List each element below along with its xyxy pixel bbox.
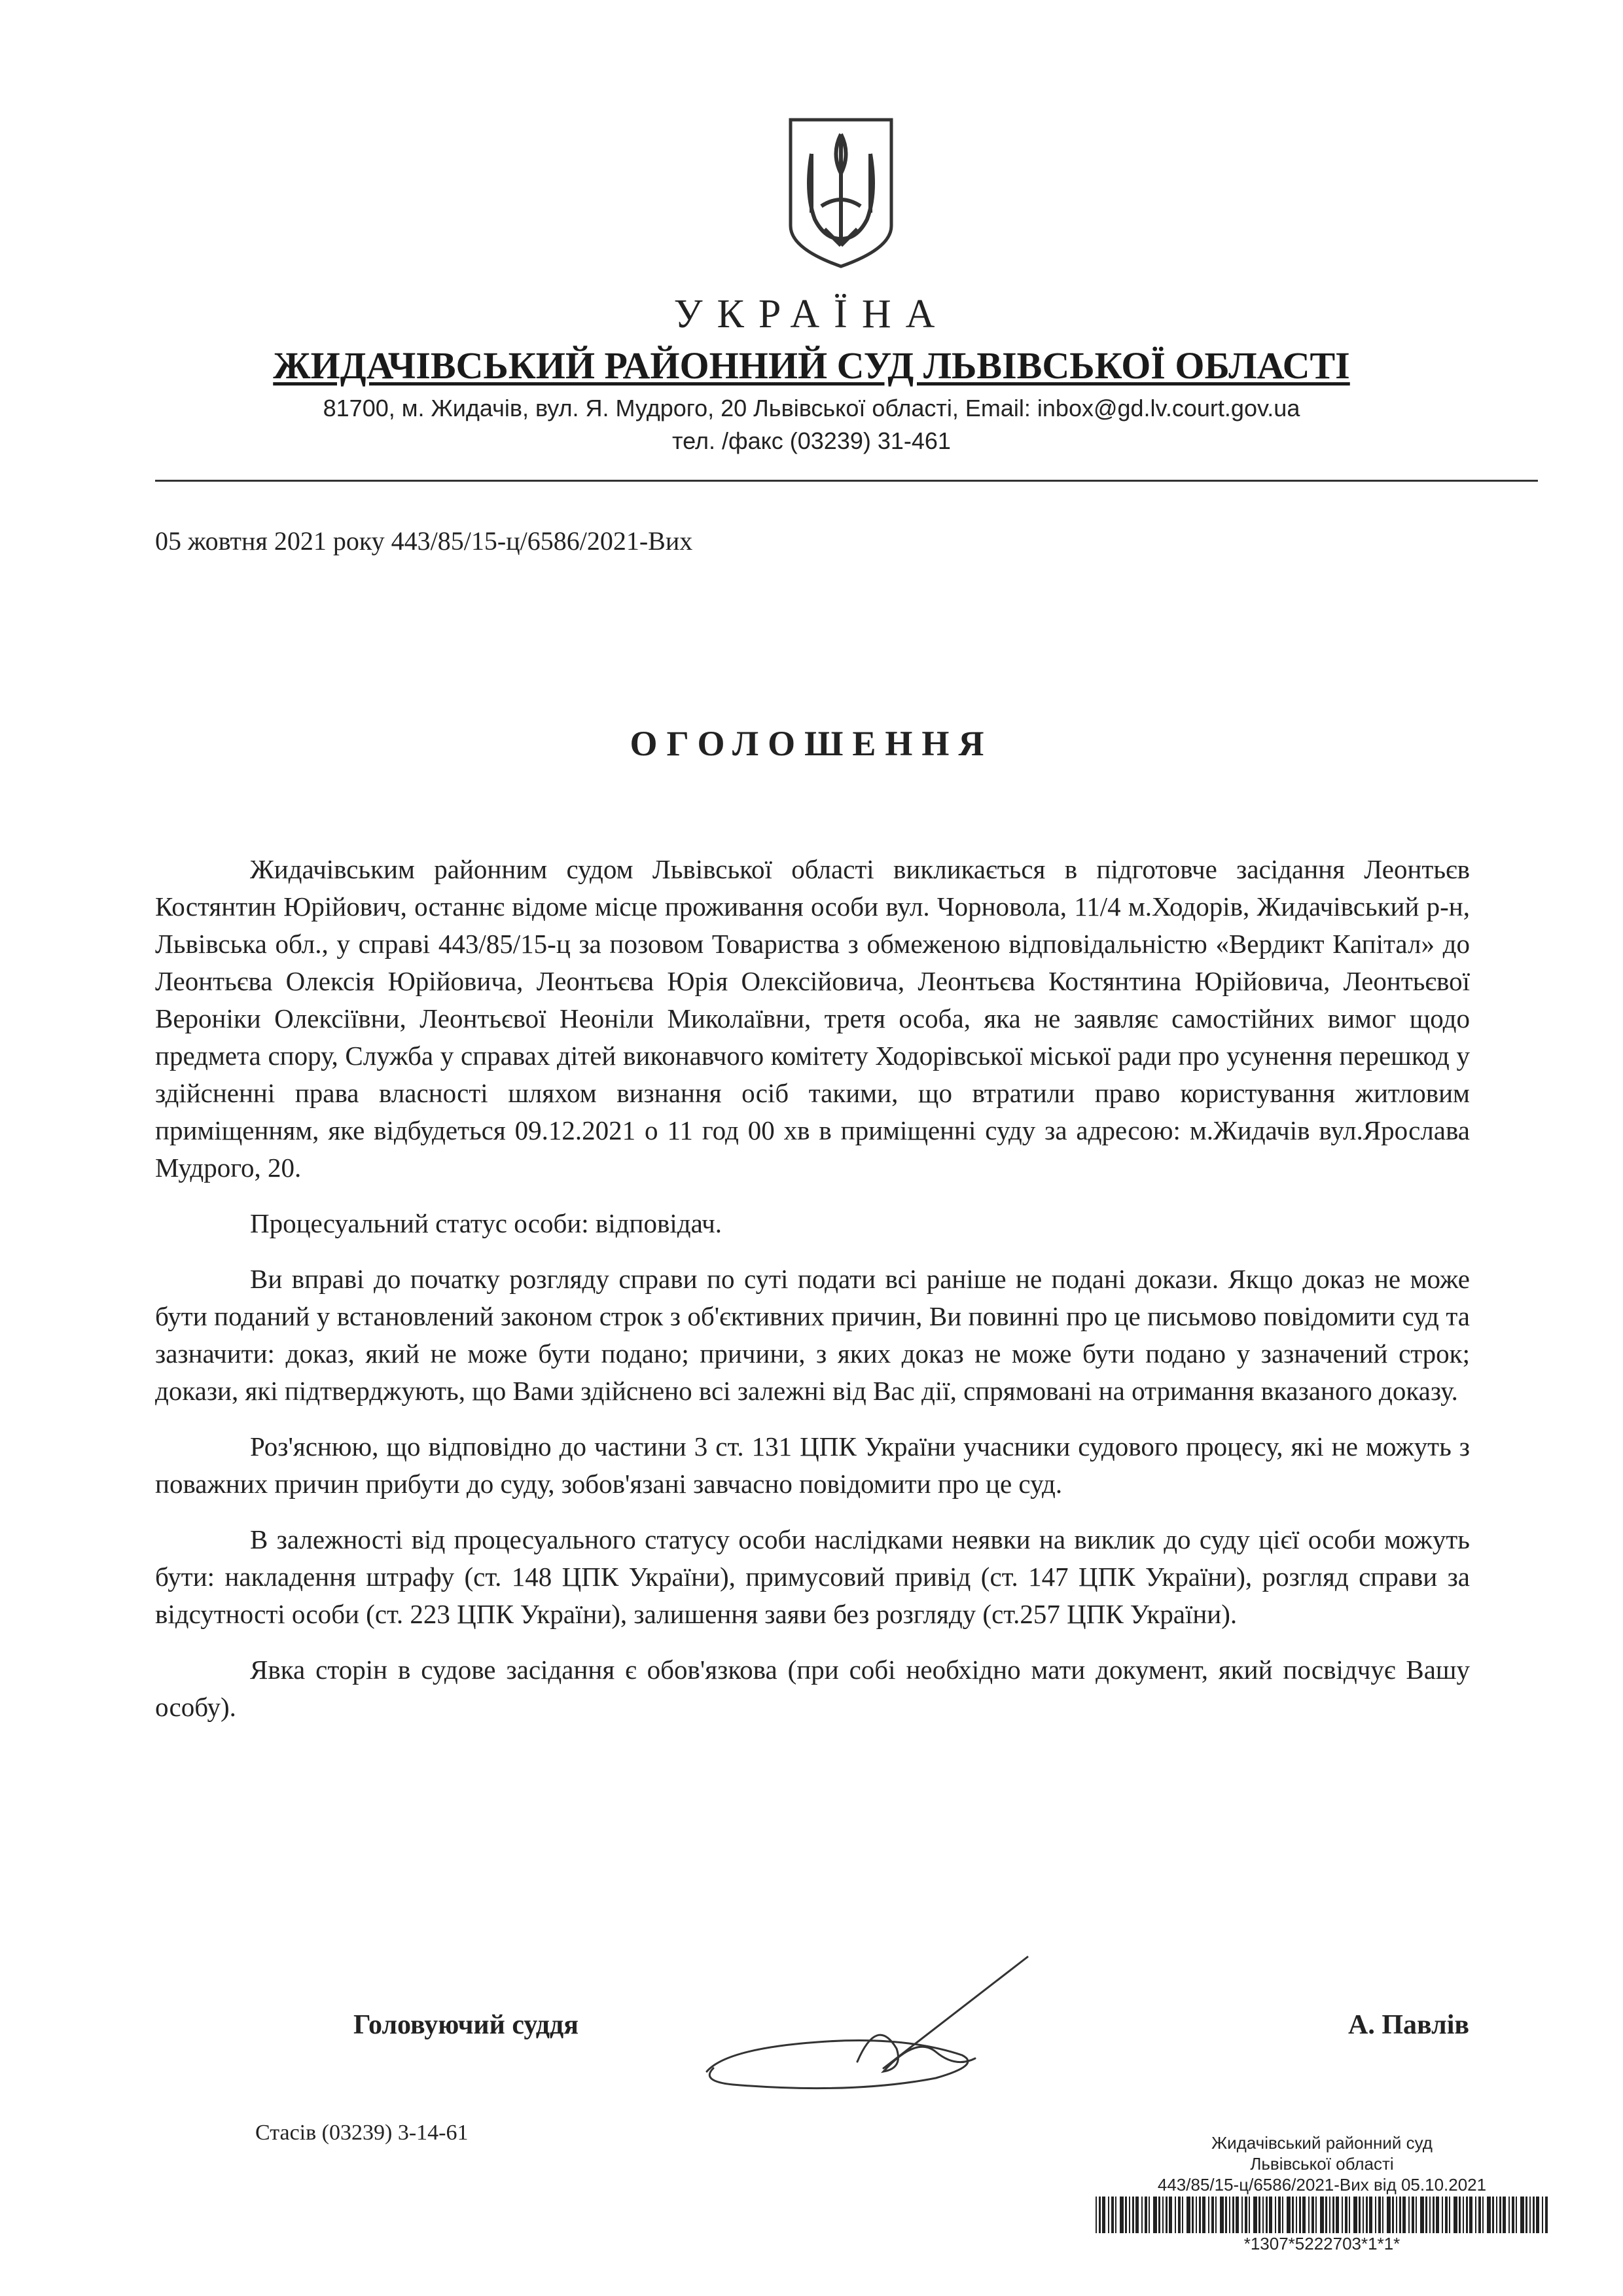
trident-icon (785, 115, 897, 272)
registration-stamp (1067, 2132, 1577, 2254)
document-title: ОГОЛОШЕННЯ (630, 724, 993, 763)
court-address: 81700, м. Жидачів, вул. Я. Мудрого, 20 Львівської області, Email: inbox@gd.lv.court.gov.ua (323, 395, 1300, 422)
paragraph: Явка сторін в судове засідання є обов'язкова (при собі необхідно мати документ, який посвідчує Вашу особу). (155, 1655, 1470, 1722)
stamp-region: Львівської області (1250, 2154, 1394, 2174)
paragraph: Ви вправі до початку розгляду справи по суті подати всі раніше не подані докази. Якщо доказ не може бути поданий у встановлений законом строк з об'єктивних причин, Ви повинні про це письмово повідомити суд та зазначити: доказ, який не може бути подано; причини, з яких доказ не може бути подано у зазначений строк; докази, які підтверджують, що Вами здійснено всі залежні від Вас дії, спрямовані на отримання вказаного доказу. (155, 1264, 1470, 1406)
paragraph: Роз'яснюю, що відповідно до частини 3 ст. 131 ЦПК України учасники судового процесу, які не можуть з поважних причин прибути до суду, зобов'язані завчасно повідомити про це суд. (155, 1431, 1470, 1499)
barcode (1093, 2197, 1551, 2233)
judge-name: А. Павлів (1348, 2010, 1470, 2040)
header-divider (155, 480, 1538, 482)
court-name: ЖИДАЧІВСЬКИЙ РАЙОННИЙ СУД ЛЬВІВСЬКОЇ ОБЛАСТІ (273, 344, 1350, 387)
document-body (155, 851, 1470, 1744)
barcode-text: *1307*5222703*1*1* (1243, 2234, 1400, 2253)
paragraph: Процесуальний статус особи: відповідач. (250, 1208, 722, 1238)
paragraph: В залежності від процесуального статусу особи наслідками неявки на виклик до суду цієї особи можуть бути: накладення штрафу (ст. 148 ЦПК України), примусовий привід (ст. 147 ЦПК України), розгляд справи за відсутності особи (ст. 223 ЦПК України), залишення заяви без розгляду (ст.257 ЦПК України). (155, 1524, 1470, 1629)
court-phone: тел. /факс (03239) 31-461 (672, 427, 951, 454)
handwritten-signature (687, 1937, 1054, 2108)
document-reference: 05 жовтня 2021 року 443/85/15-ц/6586/2021-Вих (155, 526, 693, 556)
signature-role: Головуючий суддя (353, 2010, 579, 2040)
paragraph: Жидачівським районним судом Львівської області викликається в підготовче засідання Леонтьєв Костянтин Юрійович, останнє відоме місце проживання особи вул. Чорновола, 11/4 м.Ходорів, Жидачівський р-н, Львівська обл., у справі 443/85/15-ц за позовом Товариства з обмеженою відповідальністю «Вердикт Капітал» до Леонтьєва Олексія Юрійовича, Леонтьєва Юрія Олексійовича, Леонтьєва Костянтина Юрійовича, Леонтьєвої Вероніки Олексіївни, Леонтьєвої Неоніли Миколаївни, третя особа, яка не заявляє самостійних вимог щодо предмета спору, Служба у справах дітей виконавчого комітету Ходорівської міської ради про усунення перешкод у здійсненні права власності шляхом визнання осіб такими, що втратили право користування житловим приміщенням, яке відбудеться 09.12.2021 о 11 год 00 хв в приміщенні суду за адресою: м.Жидачів вул.Ярослава Мудрого, 20. (155, 854, 1470, 1183)
stamp-court: Жидачівський районний суд (1211, 2133, 1433, 2153)
country-heading: УКРАЇНА (673, 292, 950, 336)
executor-contact: Стасів (03239) 3-14-61 (255, 2121, 469, 2145)
stamp-number: 443/85/15-ц/6586/2021-Вих від 05.10.2021 (1157, 2175, 1487, 2195)
